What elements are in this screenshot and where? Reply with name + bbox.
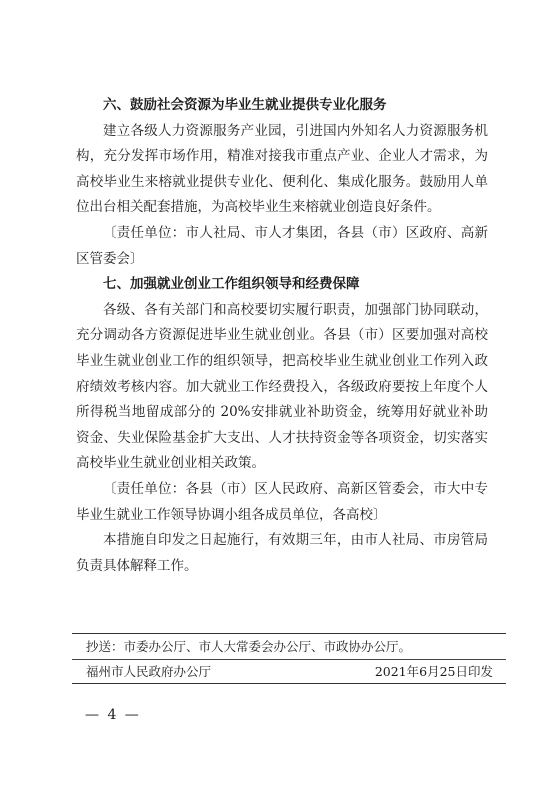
section-6-responsible-units: 〔责任单位：市人社局、市人才集团，各县（市）区政府、高新区管委会〕 xyxy=(76,224,488,267)
page-number: — 4 — xyxy=(85,707,141,723)
cc-line: 抄送：市委办公厅、市人大常委会办公厅、市政协办公厅。 xyxy=(86,639,412,654)
section-6-heading: 六、鼓励社会资源为毕业生就业提供专业化服务 xyxy=(103,97,387,113)
issuing-office: 福州市人民政府办公厅 xyxy=(86,664,212,679)
section-7-body: 各级、各有关部门和高校要切实履行职责，加强部门协同联动，充分调动各方资源促进毕业生就业创业。各县（市）区要加强对高校毕业生就业创业工作的组织领导，把高校毕业生就业创业工作列入政府绩效考核内容。加大就业工作经费投入，各级政府要按上年度个人所得税当地留成部分的 20%安排就业补助资金，统筹用好就业补助资金、失业保险基金扩大支出、人才扶持资金等各项资金，切实落实高校毕业生就业创业相关政策。 xyxy=(76,301,488,472)
footer-middle-rule xyxy=(72,659,506,660)
issue-date: 2021年6月25日印发 xyxy=(374,664,493,679)
section-7-heading: 七、加强就业创业工作组织领导和经费保障 xyxy=(103,276,360,293)
document-body xyxy=(76,93,488,579)
footer-top-rule xyxy=(72,633,506,634)
section-7-responsible-units: 〔责任单位：各县（市）区人民政府、高新区管委会，市大中专毕业生就业工作领导协调小组各成员单位，各高校〕 xyxy=(76,480,488,523)
section-6-body: 建立各级人力资源服务产业园，引进国内外知名人力资源服务机构，充分发挥市场作用，精准对接我市重点产业、企业人才需求，为高校毕业生来榕就业提供专业化、便利化、集成化服务。鼓励用人单位出台相关配套措施，为高校毕业生来榕就业创造良好条件。 xyxy=(76,122,488,216)
closing-paragraph: 本措施自印发之日起施行，有效期三年，由市人社局、市房管局负责具体解释工作。 xyxy=(76,532,488,574)
footer-bottom-rule xyxy=(72,683,506,684)
